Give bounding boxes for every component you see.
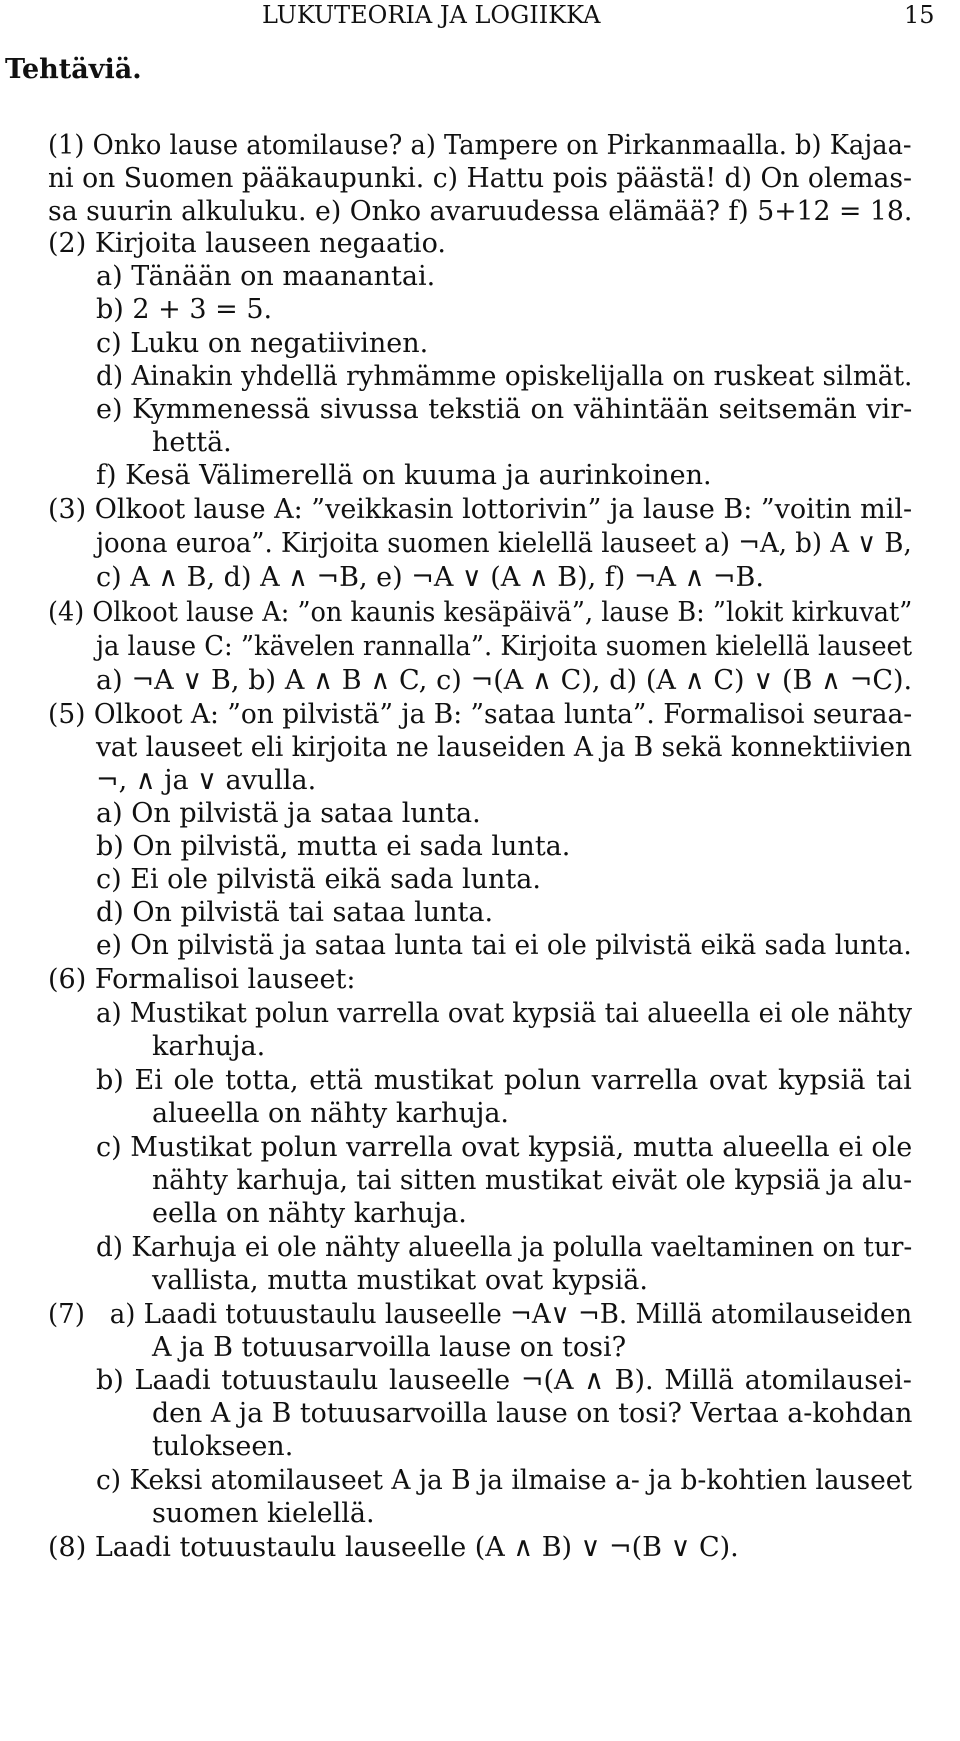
running-header: LUKUTEORIA JA LOGIIKKA: [262, 1, 601, 29]
exercise-line: c) Mustikat polun varrella ovat kypsiä, mutta alueella ei ole: [96, 1132, 913, 1163]
exercise-line: a) Mustikat polun varrella ovat kypsiä tai alueella ei ole nähty: [96, 998, 913, 1029]
exercise-line: d) On pilvistä tai sataa lunta.: [96, 897, 494, 928]
exercise-line: e) On pilvistä ja sataa lunta tai ei ole pilvistä eikä sada lunta.: [96, 930, 912, 961]
exercise-line: suomen kielellä.: [152, 1498, 375, 1529]
exercise-line: ¬, ∧ ja ∨ avulla.: [96, 765, 317, 796]
exercise-line: a) ¬A ∨ B, b) A ∧ B ∧ C, c) ¬(A ∧ C), d) (A ∧ C) ∨ (B ∧ ¬C).: [96, 665, 913, 696]
exercise-line: d) Karhuja ei ole nähty alueella ja polulla vaeltaminen on tur-: [96, 1232, 913, 1263]
exercise-line: (2) Kirjoita lauseen negaatio.: [48, 228, 446, 259]
exercise-line: (7) a) Laadi totuustaulu lauseelle ¬A∨ ¬B. Millä atomilauseiden: [48, 1299, 913, 1330]
exercise-line: karhuja.: [152, 1031, 266, 1062]
exercise-line: (1) Onko lause atomilause? a) Tampere on Pirkanmaalla. b) Kajaa-: [48, 130, 912, 161]
exercise-line: joona euroa”. Kirjoita suomen kielellä lauseet a) ¬A, b) A ∨ B,: [96, 528, 912, 559]
exercise-line: tulokseen.: [152, 1431, 294, 1462]
exercise-line: (5) Olkoot A: ”on pilvistä” ja B: ”sataa lunta”. Formalisoi seuraa-: [48, 699, 913, 730]
exercise-line: c) Luku on negatiivinen.: [96, 328, 429, 359]
exercise-line: nähty karhuja, tai sitten mustikat eivät ole kypsiä ja alu-: [152, 1165, 913, 1196]
exercise-line: d) Ainakin yhdellä ryhmämme opiskelijalla on ruskeat silmät.: [96, 361, 913, 392]
exercise-line: A ja B totuusarvoilla lause on tosi?: [152, 1332, 627, 1363]
exercise-line: den A ja B totuusarvoilla lause on tosi? Vertaa a-kohdan: [152, 1398, 913, 1429]
page-number: 15: [904, 1, 935, 29]
exercise-line: (6) Formalisoi lauseet:: [48, 964, 356, 995]
exercise-line: sa suurin alkuluku. e) Onko avaruudessa elämää? f) 5+12 = 18.: [48, 196, 913, 227]
exercise-line: c) Keksi atomilauseet A ja B ja ilmaise a- ja b-kohtien lauseet: [96, 1465, 913, 1496]
exercise-line: eella on nähty karhuja.: [152, 1198, 467, 1229]
exercise-line: (3) Olkoot lause A: ”veikkasin lottorivin” ja lause B: ”voitin mil-: [48, 494, 913, 525]
exercise-line: vat lauseet eli kirjoita ne lauseiden A ja B sekä konnektiivien: [96, 732, 912, 763]
section-title: Tehtäviä.: [5, 54, 142, 85]
exercise-line: (4) Olkoot lause A: ”on kaunis kesäpäivä”, lause B: ”lokit kirkuvat”: [48, 597, 913, 628]
exercise-line: c) A ∧ B, d) A ∧ ¬B, e) ¬A ∨ (A ∧ B), f) ¬A ∧ ¬B.: [96, 562, 764, 593]
exercise-line: e) Kymmenessä sivussa tekstiä on vähintään seitsemän vir-: [96, 394, 913, 425]
exercise-line: vallista, mutta mustikat ovat kypsiä.: [152, 1265, 648, 1296]
exercise-line: a) Tänään on maanantai.: [96, 261, 436, 292]
exercise-line: a) On pilvistä ja sataa lunta.: [96, 798, 481, 829]
exercise-line: (8) Laadi totuustaulu lauseelle (A ∧ B) ∨ ¬(B ∨ C).: [48, 1532, 739, 1563]
exercise-line: ni on Suomen pääkaupunki. c) Hattu pois päästä! d) On olemas-: [48, 163, 913, 194]
exercise-line: b) 2 + 3 = 5.: [96, 294, 273, 325]
exercise-line: alueella on nähty karhuja.: [152, 1098, 510, 1129]
exercise-line: hettä.: [152, 427, 232, 458]
exercise-line: ja lause C: ”kävelen rannalla”. Kirjoita suomen kielellä lauseet: [96, 631, 913, 662]
exercise-line: f) Kesä Välimerellä on kuuma ja aurinkoinen.: [96, 460, 712, 491]
exercise-line: c) Ei ole pilvistä eikä sada lunta.: [96, 864, 541, 895]
exercise-line: b) Laadi totuustaulu lauseelle ¬(A ∧ B). Millä atomilausei-: [96, 1365, 912, 1396]
exercise-line: b) On pilvistä, mutta ei sada lunta.: [96, 831, 571, 862]
exercise-line: b) Ei ole totta, että mustikat polun varrella ovat kypsiä tai: [96, 1065, 912, 1096]
